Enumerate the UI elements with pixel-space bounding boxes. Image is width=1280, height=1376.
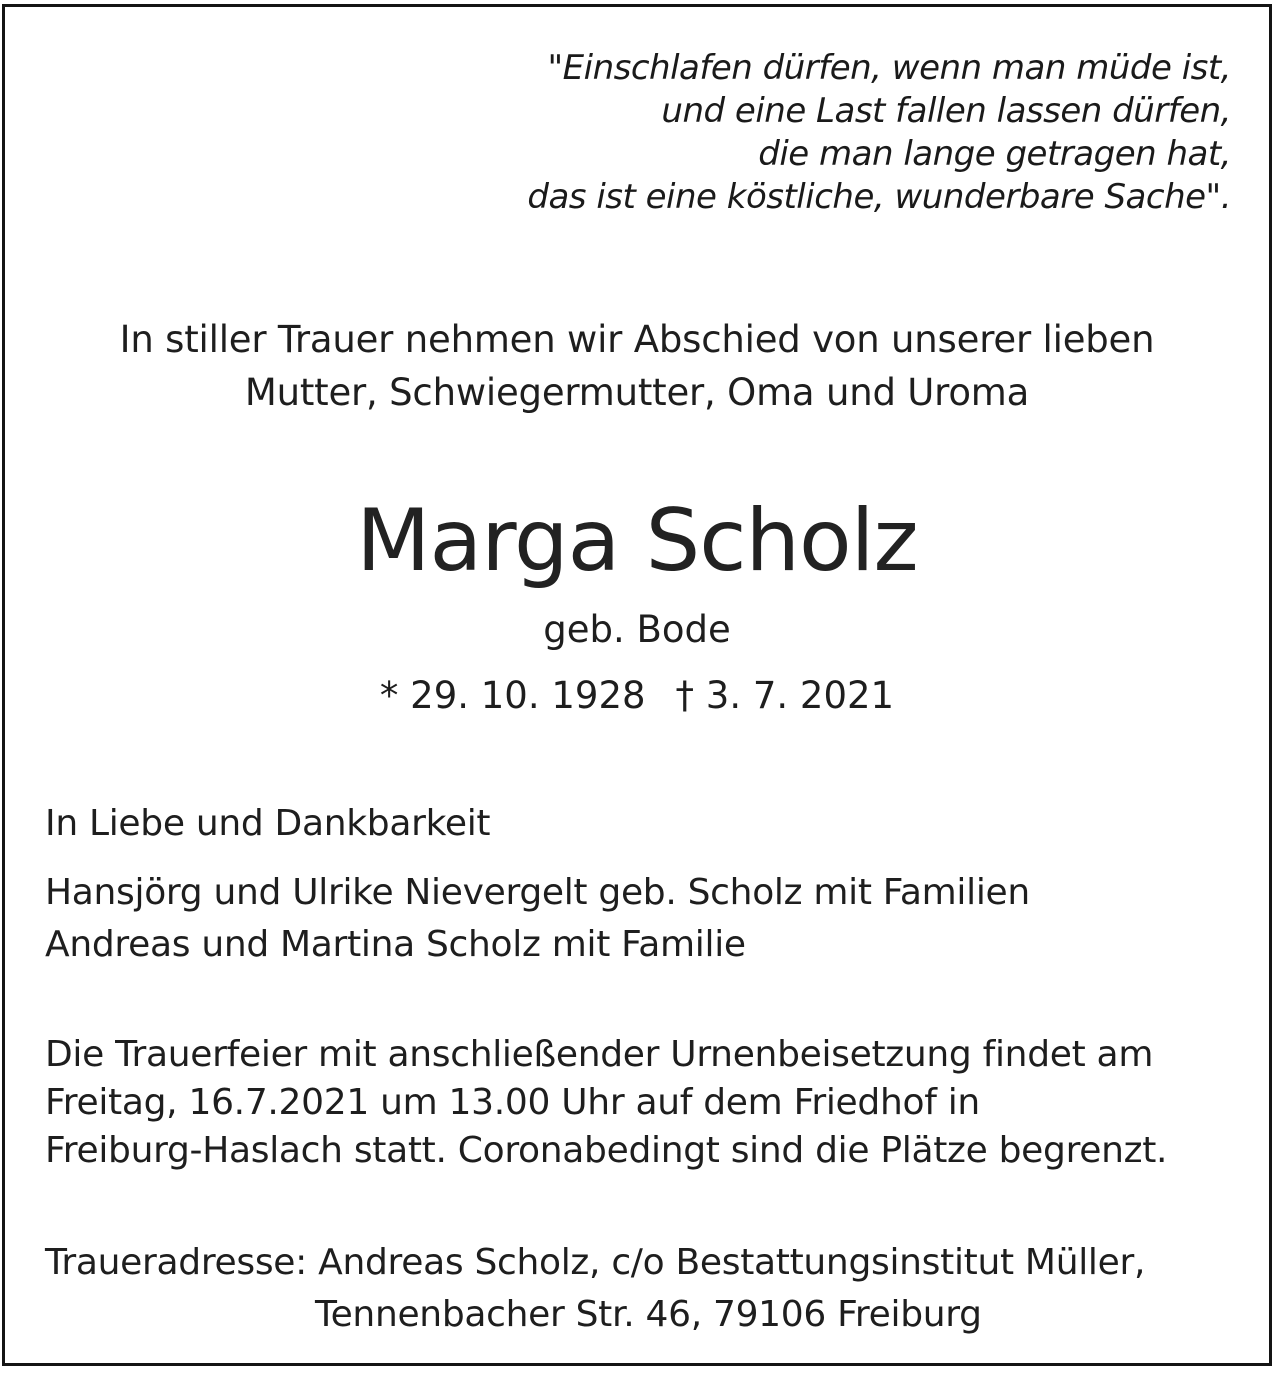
mourner-family: Andreas und Martina Scholz mit Familie [45, 924, 746, 965]
service-line: Freitag, 16.7.2021 um 13.00 Uhr auf dem Friedhof in [45, 1082, 980, 1123]
life-dates [5, 671, 1269, 721]
intro-line: Mutter, Schwiegermutter, Oma und Uroma [244, 371, 1030, 414]
funeral-service-info [45, 1031, 1167, 1175]
deceased-name: Marga Scholz [356, 491, 918, 591]
closing-text: In Liebe und Dankbarkeit [45, 803, 491, 844]
mourner-family: Hansjörg und Ulrike Nievergelt geb. Scholz mit Familien [45, 872, 1030, 913]
quote-line: die man lange getragen hat, [758, 134, 1231, 174]
death-date: † 3. 7. 2021 [675, 674, 895, 717]
birth-date: * 29. 10. 1928 [379, 674, 646, 717]
quote-line: "Einschlafen dürfen, wenn man müde ist, [547, 48, 1231, 88]
service-line: Die Trauerfeier mit anschließender Urnenbeisetzung findet am [45, 1034, 1154, 1075]
address-line: Tennenbacher Str. 46, 79106 Freiburg [315, 1294, 982, 1335]
quote-line: und eine Last fallen lassen dürfen, [661, 91, 1231, 131]
mourning-address [45, 1237, 1145, 1341]
epigraph-quote [527, 47, 1231, 219]
address-line: Traueradresse: Andreas Scholz, c/o Bestattungsinstitut Müller, [45, 1242, 1146, 1283]
mourning-intro [5, 313, 1269, 419]
intro-line: In stiller Trauer nehmen wir Abschied von unserer lieben [119, 318, 1155, 361]
quote-line: das ist eine köstliche, wunderbare Sache". [527, 177, 1231, 217]
mourners-list [45, 867, 1030, 971]
obituary-notice [2, 4, 1272, 1366]
maiden-name: geb. Bode [543, 608, 731, 651]
service-line: Freiburg-Haslach statt. Coronabedingt sind die Plätze begrenzt. [45, 1130, 1168, 1171]
closing-line [45, 799, 490, 849]
